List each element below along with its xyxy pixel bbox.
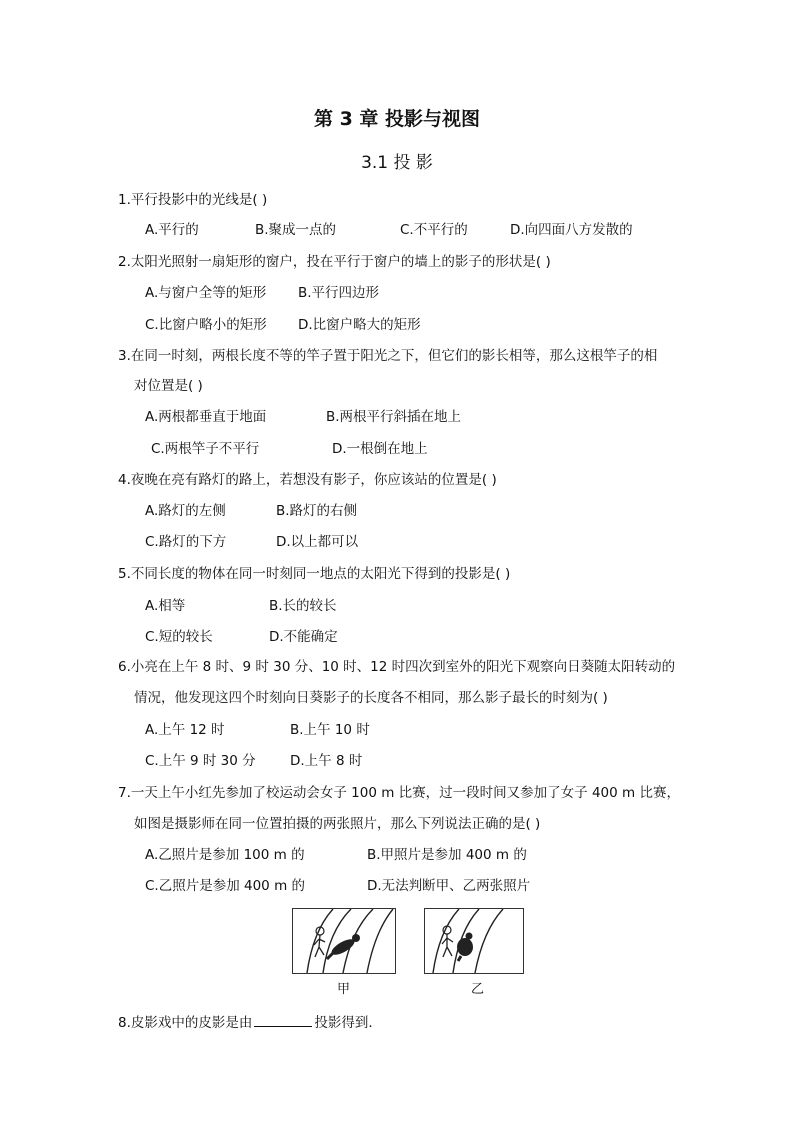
photo-yi-drawing bbox=[425, 909, 523, 973]
q1-option-b: B.聚成一点的 bbox=[255, 222, 337, 238]
q3-option-d: D.一根倒在地上 bbox=[332, 441, 428, 457]
q6-option-b: B.上午 10 时 bbox=[290, 722, 370, 738]
question-2: 2.太阳光照射一扇矩形的窗户，投在平行于窗户的墙上的影子的形状是( ) bbox=[118, 254, 551, 270]
q7-option-b: B.甲照片是参加 400 m 的 bbox=[367, 847, 527, 863]
q5-option-b: B.长的较长 bbox=[269, 598, 337, 614]
q1-option-d: D.向四面八方发散的 bbox=[510, 222, 633, 238]
q3-option-a: A.两根都垂直于地面 bbox=[145, 409, 267, 425]
q2-option-d: D.比窗户略大的矩形 bbox=[298, 317, 421, 333]
caption-yi: 乙 bbox=[471, 982, 485, 997]
question-1: 1.平行投影中的光线是( ) bbox=[118, 192, 268, 208]
section-title: 3.1 投 影 bbox=[361, 153, 433, 173]
q7-option-d: D.无法判断甲、乙两张照片 bbox=[367, 878, 531, 894]
question-5: 5.不同长度的物体在同一时刻同一地点的太阳光下得到的投影是( ) bbox=[118, 566, 511, 582]
question-3: 3.在同一时刻，两根长度不等的竿子置于阳光之下，但它们的影长相等，那么这根竿子的相 bbox=[118, 348, 658, 364]
q6-option-a: A.上午 12 时 bbox=[145, 722, 225, 738]
question-7: 7.一天上午小红先参加了校运动会女子 100 m 比赛，过一段时间又参加了女子 400 m 比赛， bbox=[118, 785, 680, 801]
caption-jia: 甲 bbox=[337, 982, 351, 997]
question-7-cont: 如图是摄影师在同一位置拍摄的两张照片，那么下列说法正确的是( ) bbox=[134, 816, 541, 832]
q6-option-d: D.上午 8 时 bbox=[290, 753, 363, 769]
question-6: 6.小亮在上午 8 时、9 时 30 分、10 时、12 时四次到室外的阳光下观察向日葵随太阳转动的 bbox=[118, 659, 676, 675]
q2-option-b: B.平行四边形 bbox=[298, 285, 380, 301]
q5-option-a: A.相等 bbox=[145, 598, 186, 614]
question-3-cont: 对位置是( ) bbox=[134, 378, 203, 394]
q3-option-c: C.两根竿子不平行 bbox=[151, 441, 260, 457]
q5-option-d: D.不能确定 bbox=[269, 629, 338, 645]
question-4: 4.夜晚在亮有路灯的路上，若想没有影子，你应该站的位置是( ) bbox=[118, 472, 497, 488]
q7-option-a: A.乙照片是参加 100 m 的 bbox=[145, 847, 305, 863]
q4-option-d: D.以上都可以 bbox=[276, 534, 359, 550]
q4-option-b: B.路灯的右侧 bbox=[276, 503, 358, 519]
q3-option-b: B.两根平行斜插在地上 bbox=[326, 409, 462, 425]
chapter-title: 第 3 章 投影与视图 bbox=[313, 108, 481, 130]
answer-blank[interactable] bbox=[254, 1012, 312, 1027]
q2-option-a: A.与窗户全等的矩形 bbox=[145, 285, 267, 301]
photo-jia-drawing bbox=[293, 909, 395, 973]
q4-option-c: C.路灯的下方 bbox=[145, 534, 227, 550]
question-6-cont: 情况，他发现这四个时刻向日葵影子的长度各不相同，那么影子最长的时刻为( ) bbox=[134, 690, 608, 706]
q1-option-c: C.不平行的 bbox=[400, 222, 468, 238]
photo-jia bbox=[292, 908, 396, 974]
q2-option-c: C.比窗户略小的矩形 bbox=[145, 317, 267, 333]
photo-yi bbox=[424, 908, 524, 974]
q6-option-c: C.上午 9 时 30 分 bbox=[145, 753, 256, 769]
q8-text-after: 投影得到. bbox=[314, 1015, 373, 1031]
q1-option-a: A.平行的 bbox=[145, 222, 199, 238]
q5-option-c: C.短的较长 bbox=[145, 629, 213, 645]
question-8 bbox=[118, 1011, 373, 1031]
q7-option-c: C.乙照片是参加 400 m 的 bbox=[145, 878, 306, 894]
q8-text-before: 8.皮影戏中的皮影是由 bbox=[118, 1015, 253, 1031]
q4-option-a: A.路灯的左侧 bbox=[145, 503, 226, 519]
